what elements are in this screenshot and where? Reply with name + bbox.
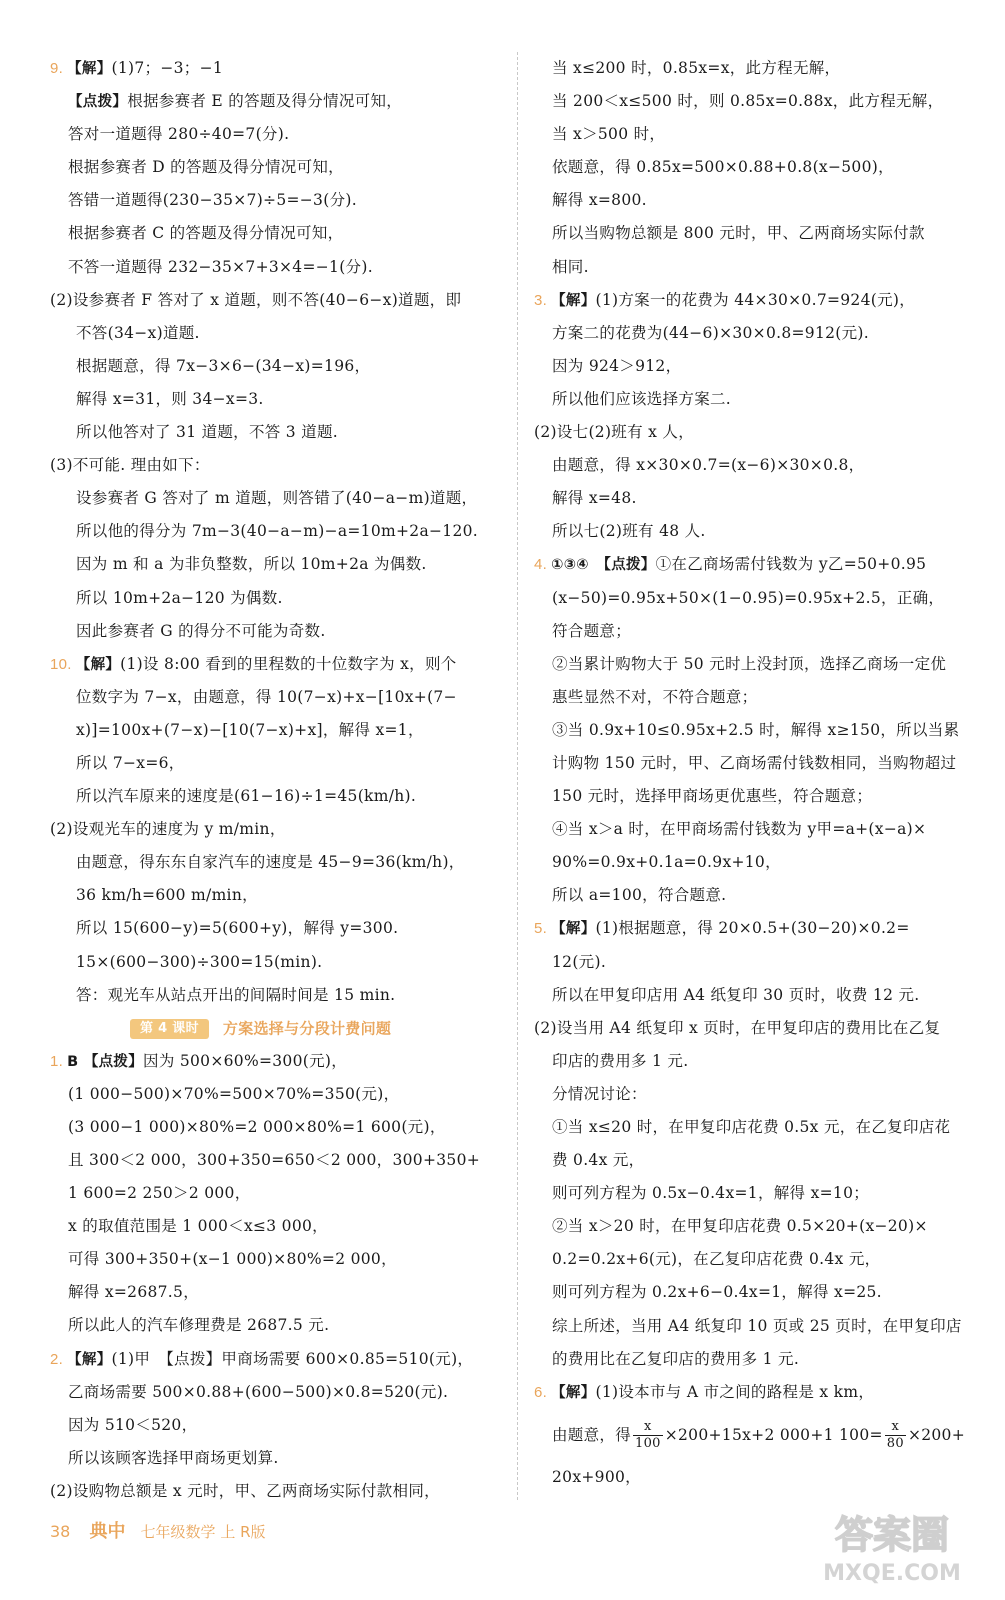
line-text: (1)设 8:00 看到的里程数的十位数字为 x，则个 — [120, 654, 457, 673]
text-line — [530, 1177, 990, 1210]
line-text: (2)设参赛者 F 答对了 x 道题，则不答(40−6−x)道题，即 — [50, 290, 462, 309]
line-text: 分情况讨论： — [552, 1084, 647, 1103]
line-text: 当 200＜x≤500 时，则 0.85x=0.88x，此方程无解， — [552, 92, 944, 111]
line-text: 符合题意； — [552, 621, 632, 640]
line-text: 计购物 150 元时，甲、乙商场需付钱数相同，当购物超过 — [552, 753, 957, 772]
text-line — [46, 1376, 498, 1409]
text-line — [46, 879, 498, 912]
answer-tag: ①③④ 【点拨】 — [551, 557, 656, 574]
text-line — [46, 118, 498, 151]
text-line — [530, 813, 990, 846]
text-line — [46, 1309, 498, 1342]
text-line — [46, 217, 498, 250]
question-number: 6. — [534, 1383, 548, 1401]
line-text: 因为 500×60%=300(元)， — [143, 1051, 348, 1070]
line-text: (1)7；−3；−1 — [111, 59, 224, 77]
line-text: x)]=100x+(7−x)−[10(7−x)+x]，解得 x=1， — [76, 720, 424, 739]
text-line — [530, 615, 990, 648]
line-text: 所以他答对了 31 道题，不答 3 道题. — [76, 423, 339, 442]
line-text: 36 km/h=600 m/min， — [76, 886, 258, 905]
line-text: (1)方案一的花费为 44×30×0.7=924(元)， — [595, 290, 916, 309]
numerator: x — [633, 1419, 663, 1436]
text-line — [46, 582, 498, 615]
line-text: ①在乙商场需付钱数为 y乙=50+0.95 — [655, 555, 927, 574]
line-text: 相同. — [552, 257, 589, 276]
column-divider — [517, 52, 518, 1500]
question-number: 3. — [534, 291, 548, 309]
line-text: ②当 x＞20 时，在甲复印店花费 0.5×20+(x−20)× — [552, 1217, 928, 1236]
line-text: 12(元). — [552, 952, 607, 971]
text-line — [530, 846, 990, 879]
text-line — [46, 383, 498, 416]
line-text: x 的取值范围是 1 000＜x≤3 000， — [68, 1217, 328, 1236]
text-line — [46, 946, 498, 979]
line-text: ②当累计购物大于 50 元时上没封顶，选择乙商场一定优 — [552, 654, 947, 673]
line-text: (2)设当用 A4 纸复印 x 页时，在甲复印店的费用比在乙复 — [534, 1018, 941, 1037]
text-line — [530, 449, 990, 482]
answer-tag: 【解】 — [551, 1384, 596, 1401]
line-text: 根据参赛者 E 的答题及得分情况可知， — [127, 92, 403, 111]
equation-line: 由题意，得 $\frac{x}{100}$ ×200+15x+2 000+1 100= $\frac{x}{80}$ ×200+ — [552, 1419, 965, 1452]
question-number: 4. — [534, 556, 548, 574]
line-text: 0.2=0.2x+6(元)，在乙复印店花费 0.4x 元， — [552, 1250, 881, 1269]
text-line — [46, 515, 498, 548]
answer-tag: 【解】 — [67, 1351, 112, 1368]
text-line — [530, 1144, 990, 1177]
text-line — [46, 780, 498, 813]
question-number: 5. — [534, 920, 548, 938]
line-text: 当 x＞500 时， — [552, 125, 666, 144]
line-text: (3)不可能. 理由如下： — [50, 456, 210, 475]
line-text: 解得 x=31，则 34−x=3. — [76, 389, 264, 408]
text-line — [46, 548, 498, 581]
line-text: 根据参赛者 C 的答题及得分情况可知， — [68, 224, 344, 243]
watermark-line2: MXQE.COM — [823, 1561, 961, 1586]
line-text: 所以 10m+2a−120 为偶数. — [76, 588, 283, 607]
line-text: 20x+900， — [552, 1467, 641, 1486]
line-text: 所以当购物总额是 800 元时，甲、乙两商场实际付款 — [552, 224, 925, 243]
line-text: 方案二的花费为(44−6)×30×0.8=912(元). — [552, 323, 870, 342]
line-text: 所以此人的汽车修理费是 2687.5 元. — [68, 1316, 330, 1335]
line-text: 所以汽车原来的速度是(61−16)÷1=45(km/h). — [76, 787, 417, 806]
line-text: 所以 15(600−y)=5(600+y)，解得 y=300. — [76, 919, 399, 938]
text-line — [530, 648, 990, 681]
line-text: 90%=0.9x+0.1a=0.9x+10， — [552, 853, 781, 872]
line-text: 根据题意，得 7x−3×6−(34−x)=196， — [76, 356, 371, 375]
section-heading — [46, 1012, 498, 1045]
text-line — [530, 1243, 990, 1276]
line-text: 因为 924＞912， — [552, 356, 682, 375]
text-line — [530, 1376, 990, 1409]
text-line — [530, 780, 990, 813]
text-line — [46, 846, 498, 879]
line-text: 答：观光车从站点开出的间隔时间是 15 min. — [76, 985, 396, 1004]
text-line — [530, 251, 990, 284]
line-text: 解得 x=800. — [552, 191, 647, 210]
line-text: 则可列方程为 0.2x+6−0.4x=1，解得 x=25. — [552, 1283, 882, 1302]
text-line — [46, 813, 498, 846]
text-line — [530, 946, 990, 979]
line-text: (x−50)=0.95x+50×(1−0.95)=0.95x+2.5，正确， — [552, 588, 945, 607]
text-line — [530, 548, 990, 581]
text-line — [530, 217, 990, 250]
text-line — [530, 416, 990, 449]
text-line — [46, 681, 498, 714]
text-line — [530, 582, 990, 615]
text-line — [46, 52, 498, 85]
fraction — [633, 1419, 663, 1452]
answer-tag: 【解】 — [551, 921, 596, 938]
text-line — [46, 1111, 498, 1144]
text-line — [530, 1210, 990, 1243]
text-line — [46, 1210, 498, 1243]
line-text: 15×(600−300)÷300=15(min). — [76, 952, 323, 971]
line-text: 由题意，得 x×30×0.7=(x−6)×30×0.8， — [552, 456, 865, 475]
line-text: (1 000−500)×70%=500×70%=350(元)， — [68, 1084, 400, 1103]
section-title: 方案选择与分段计费问题 — [222, 1019, 392, 1038]
text-line — [530, 1078, 990, 1111]
line-text: 所以该顾客选择甲商场更划算. — [68, 1448, 279, 1467]
answer-tag: B 【点拨】 — [67, 1053, 144, 1070]
line-text: ①当 x≤20 时，在甲复印店花费 0.5x 元，在乙复印店花 — [552, 1118, 951, 1136]
line-text: 乙商场需要 500×0.88+(600−500)×0.8=520(元). — [68, 1382, 449, 1401]
text-line — [530, 1343, 990, 1376]
line-text: 所以在甲复印店用 A4 纸复印 30 页时，收费 12 元. — [552, 985, 920, 1004]
text-line — [530, 912, 990, 945]
text-line — [46, 979, 498, 1012]
text-line — [46, 1045, 498, 1078]
line-text: (1)甲 【点拨】甲商场需要 600×0.85=510(元)， — [111, 1349, 474, 1368]
fraction — [885, 1419, 906, 1452]
text-line — [46, 416, 498, 449]
text-line — [530, 1012, 990, 1045]
denominator: 100 — [635, 1436, 661, 1452]
book-title: 七年级数学 上 R版 — [140, 1523, 266, 1541]
line-text: 所以七(2)班有 48 人. — [552, 522, 706, 541]
text-line — [530, 118, 990, 151]
answer-tag: 【解】 — [75, 656, 121, 673]
text-line — [46, 251, 498, 284]
text-line — [46, 1144, 498, 1177]
question-number: 2. — [50, 1350, 64, 1368]
line-text: 答对一道题得 280÷40=7(分). — [68, 125, 290, 144]
text-line — [530, 284, 990, 317]
line-text: 所以他的得分为 7m−3(40−a−m)−a=10m+2a−120. — [76, 522, 478, 541]
text-line — [46, 482, 498, 515]
text-line — [46, 1177, 498, 1210]
line-text: 费 0.4x 元， — [552, 1151, 645, 1170]
text-line — [530, 1111, 990, 1144]
text-line — [46, 714, 498, 747]
line-text: 因此参赛者 G 的得分不可能为奇数. — [76, 621, 326, 640]
text-line — [46, 317, 498, 350]
page-footer — [50, 1518, 266, 1546]
line-text: (3 000−1 000)×80%=2 000×80%=1 600(元)， — [68, 1117, 446, 1136]
line-text: 根据参赛者 D 的答题及得分情况可知， — [68, 158, 344, 177]
text-line — [530, 317, 990, 350]
text-line — [46, 1276, 498, 1309]
text-line — [46, 1409, 498, 1442]
line-text: 当 x≤200 时，0.85x=x，此方程无解， — [552, 59, 841, 77]
line-text: 所以他们应该选择方案二. — [552, 389, 732, 408]
line-text: 设参赛者 G 答对了 m 道题，则答错了(40−a−m)道题， — [76, 489, 478, 508]
line-text: 答错一道题得(230−35×7)÷5=−3(分). — [68, 191, 357, 210]
text-line — [530, 482, 990, 515]
line-text: 依题意，得 0.85x=500×0.88+0.8(x−500)， — [552, 158, 894, 177]
text-line — [46, 1475, 498, 1508]
lesson-badge: 第 4 课时 — [130, 1019, 209, 1039]
answer-tag: 【解】 — [67, 61, 112, 77]
question-number: 10. — [50, 655, 72, 673]
text-line — [530, 151, 990, 184]
line-text: 150 元时，选择甲商场更优惠些，符合题意； — [552, 787, 873, 806]
text-line — [46, 1078, 498, 1111]
text-line — [530, 714, 990, 747]
text-line — [530, 383, 990, 416]
brand-logo: 典中 — [89, 1521, 126, 1542]
left-column — [46, 52, 498, 1508]
line-text: (2)设观光车的速度为 y m/min， — [50, 820, 286, 839]
answer-tag: 【解】 — [551, 292, 596, 309]
line-text: 解得 x=48. — [552, 489, 637, 508]
text-line — [530, 747, 990, 780]
text-line — [46, 615, 498, 648]
text-line — [46, 184, 498, 217]
question-number: 9. — [50, 60, 64, 77]
watermark-graphic — [807, 1500, 977, 1590]
line-text: 的费用比在乙复印店的费用多 1 元. — [552, 1349, 800, 1368]
text-line — [530, 1276, 990, 1309]
text-line — [530, 681, 990, 714]
text-line — [46, 151, 498, 184]
line-text: 印店的费用多 1 元. — [552, 1051, 689, 1070]
text-line — [46, 449, 498, 482]
text-line — [530, 350, 990, 383]
text-line — [530, 52, 990, 85]
text-line — [530, 184, 990, 217]
text-line — [530, 879, 990, 912]
line-text: 不答一道题得 232−35×7+3×4=−1(分). — [68, 257, 373, 276]
line-text: 所以 7−x=6， — [76, 753, 185, 772]
watermark-logo — [807, 1500, 977, 1590]
line-text: (2)设七(2)班有 x 人， — [534, 423, 695, 442]
right-column — [530, 52, 990, 1494]
question-number: 1. — [50, 1052, 64, 1070]
text-line — [530, 1310, 990, 1343]
text-line — [530, 515, 990, 548]
denominator: 80 — [886, 1436, 904, 1452]
line-text: 且 300＜2 000，300+350=650＜2 000，300+350+ — [68, 1151, 481, 1169]
line-text: (2)设购物总额是 x 元时，甲、乙两商场实际付款相同， — [50, 1481, 440, 1500]
line-text: 可得 300+350+(x−1 000)×80%=2 000， — [68, 1250, 397, 1269]
text-line — [46, 912, 498, 945]
numerator: x — [885, 1419, 906, 1436]
line-text: 因为 m 和 a 为非负整数，所以 10m+2a 为偶数. — [76, 555, 427, 574]
text-line — [46, 1442, 498, 1475]
line-text: 不答(34−x)道题. — [76, 323, 200, 342]
text-line — [46, 1243, 498, 1276]
line-text: (1)设本市与 A 市之间的路程是 x km， — [595, 1382, 875, 1401]
text-line — [530, 1461, 990, 1494]
answer-tag: 【点拨】 — [68, 94, 128, 111]
text-line — [530, 979, 990, 1012]
line-text: 因为 510＜520， — [68, 1415, 198, 1434]
text-line — [46, 747, 498, 780]
line-text: 位数字为 7−x，由题意，得 10(7−x)+x−[10x+(7− — [76, 687, 457, 706]
line-text: 所以 a=100，符合题意. — [552, 886, 727, 905]
line-text: ③当 0.9x+10≤0.95x+2.5 时，解得 x≥150，所以当累 — [552, 720, 960, 739]
line-text: ④当 x＞a 时，在甲商场需付钱数为 y甲=a+(x−a)× — [552, 820, 927, 839]
line-text: 由题意，得东东自家汽车的速度是 45−9=36(km/h)， — [76, 853, 465, 872]
line-text: 惠些显然不对，不符合题意； — [552, 687, 758, 706]
text-line — [46, 648, 498, 681]
line-text: 则可列方程为 0.5x−0.4x=1，解得 x=10； — [552, 1184, 870, 1203]
text-line — [46, 350, 498, 383]
line-text: 1 600=2 250＞2 000， — [68, 1184, 251, 1203]
line-text: (1)根据题意，得 20×0.5+(30−20)×0.2= — [595, 919, 910, 938]
watermark-line1: 答案圈 — [834, 1513, 950, 1557]
text-line — [46, 85, 498, 118]
page-number: 38 — [50, 1522, 71, 1541]
text-line — [46, 284, 498, 317]
text-line — [530, 1045, 990, 1078]
text-line — [46, 1343, 498, 1376]
line-text: 解得 x=2687.5， — [68, 1283, 199, 1302]
text-line — [530, 85, 990, 118]
line-text: 综上所述，当用 A4 纸复印 10 页或 25 页时，在甲复印店 — [552, 1316, 962, 1335]
